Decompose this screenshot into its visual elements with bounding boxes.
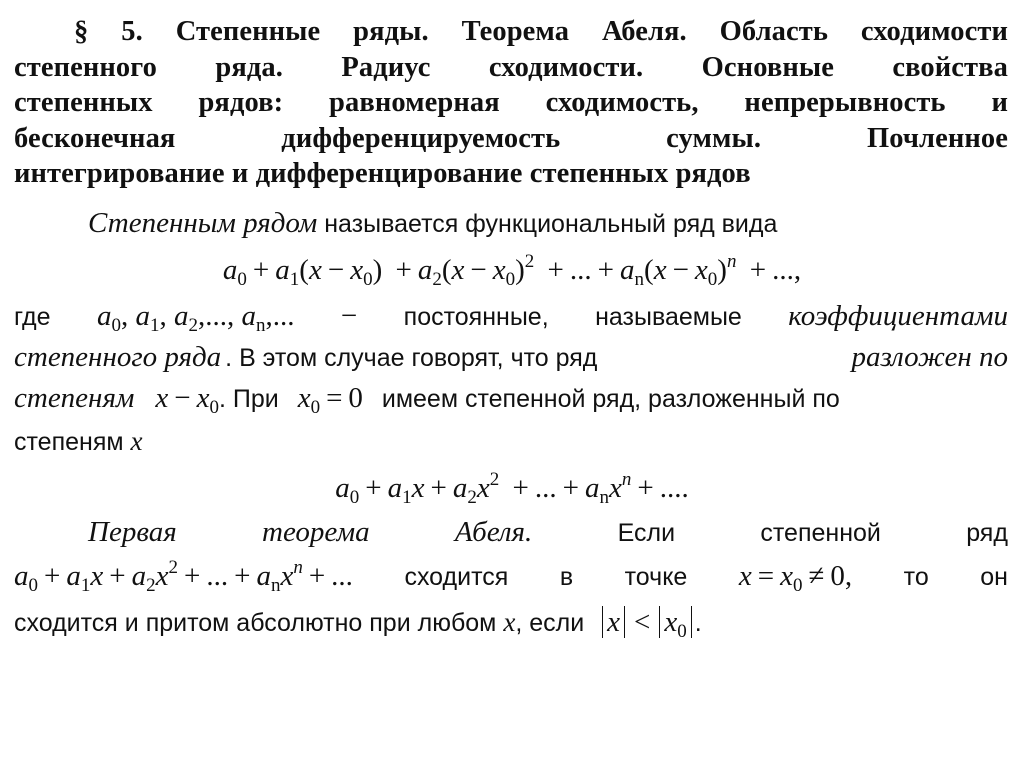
theorem-word-2: теорема [262, 516, 370, 548]
expr-x-minus-x0: $x - x_0$ [155, 382, 219, 418]
word-in: в [559, 563, 574, 591]
word-powers: степеням [14, 428, 124, 456]
expr-x0-eq-0: $x_0 = 0$ [297, 382, 363, 418]
term-series: степенного ряда [14, 341, 222, 373]
final-dot: . [694, 609, 702, 637]
formula-general-series: $a_0 + a_1(x - x_0) + a_2(x - x_0)^2$ + ... + $a_n(x - x_0)^n$ + ..., [222, 251, 802, 290]
text-if: , если [515, 609, 585, 637]
theorem-line-2 [14, 556, 1008, 596]
formula-series-x: $a_0 + a_1x + a_2x^2$ + ... + $a_nx^n$ + .... [335, 469, 689, 508]
term-expanded: разложен по [851, 341, 1008, 373]
theorem-word-3: Абеля. [454, 516, 533, 548]
text-in-case: . В этом случае говорят, что ряд [225, 344, 598, 372]
heading-line-2: степенного ряда. Радиус сходимости. Основные свойства [14, 51, 1008, 83]
term-coefficients: коэффициентами [788, 300, 1008, 332]
word-converges: сходится [404, 563, 509, 591]
heading-line-5: интегрирование и дифференцирование степенных рядов [14, 158, 751, 189]
text-converges-absolutely: сходится и притом абсолютно при любом [14, 609, 497, 637]
word-it: он [980, 563, 1008, 591]
theorem-word-5: степенной [760, 519, 881, 547]
inequality-abs: $x < x_0$ [599, 606, 695, 638]
word-then: то [903, 563, 929, 591]
coefficients-list: $a_0$, $a_1$, $a_2$,..., $a_n$,... [96, 300, 295, 336]
word-where: где [14, 303, 51, 331]
theorem-series: $a_0 + a_1x + a_2x^2$ + ... + $a_nx^n$ + ... [14, 557, 353, 596]
theorem-line-3 [14, 602, 1008, 642]
powers-x-line [14, 421, 1008, 461]
heading-line-3: степенных рядов: равномерная сходимость, непрерывность и [14, 87, 1008, 118]
dash: − [340, 300, 358, 332]
term-powers: степеням [14, 382, 135, 414]
heading-line-4: бесконечная дифференцируемость суммы. Почленное [14, 122, 1008, 154]
coefficients-line [14, 296, 1008, 336]
theorem-word-1: Первая [88, 516, 177, 548]
definition-text: называется функциональный ряд вида [324, 210, 778, 238]
condition-x-eq-x0: $x = x_0 \ne 0$, [738, 560, 853, 596]
var-x: x [130, 426, 143, 456]
heading-line-1: § 5. Степенные ряды. Теорема Абеля. Область сходимости [74, 16, 1008, 47]
definition-line [88, 203, 988, 243]
word-constants: постоянные, [403, 303, 549, 331]
term-power-series: Степенным рядом [88, 207, 318, 239]
theorem-line-1 [88, 512, 1008, 552]
theorem-word-6: ряд [966, 519, 1008, 547]
section-heading [14, 14, 1008, 192]
powers-line [14, 378, 1008, 418]
var-x-any: x [503, 607, 516, 637]
word-called: называемые [595, 303, 742, 331]
theorem-word-4: Если [617, 519, 676, 547]
expansion-line [14, 337, 1008, 377]
text-at: . При [219, 385, 279, 413]
word-point: точке [624, 563, 688, 591]
text-have: имеем степенной ряд, разложенный по [381, 385, 840, 413]
